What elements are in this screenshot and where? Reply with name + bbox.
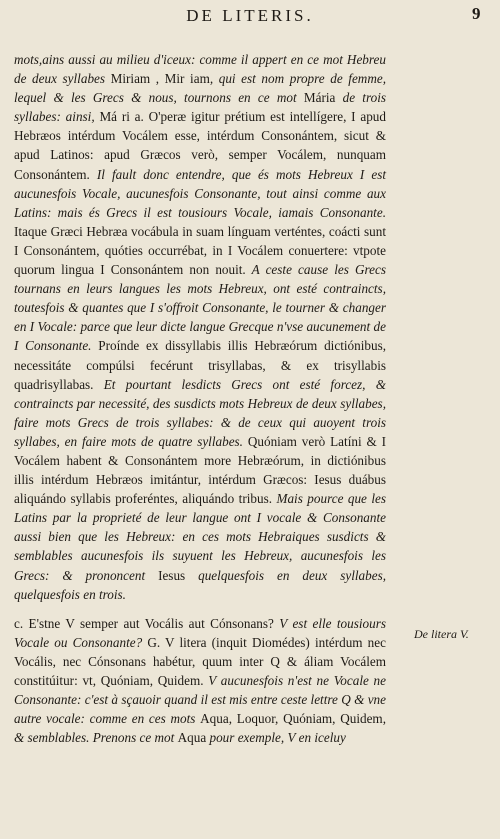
text-segment: pour exemple, V en iceluy	[206, 730, 346, 746]
text-segment: A ceste cause les Grecs tournans en leurs langues les mots Hebreux, ont esté contraincts, toutesfois & quantes que I s'offroit Consonante, le tourner & changer en I Vocale: parce que leur dicte langue Grecque n'vse aucunement de I Consonante.	[14, 262, 386, 354]
text-segment: mots,ains aussi au milieu d'iceux: comme il appert en ce mot Hebreu de deux syllabes	[14, 52, 386, 87]
text-segment: Aqua, Loquor, Quóniam, Quidem,	[200, 711, 386, 727]
paragraph-gap	[14, 604, 386, 614]
text-segment: Mária	[303, 90, 336, 106]
margin-note: De litera V.	[414, 627, 469, 641]
text-segment: de trois syllabes: ainsi,	[14, 90, 386, 125]
text-segment: Mais pource que les Latins par la proprieté de leur langue ont I vocale & Consonante aussi bien que les Hebreux: en ces mots Hebraiques susdicts & semblables aucunesfois ils suyuent les Hebreux, aucunesfois les Grecs: & prononcent	[14, 491, 386, 583]
text-segment: Il fault donc entendre, que és mots Hebreux I est aucunesfois Vocale, aucunesfois Consonante, tout ainsi comme aux Latins: mais és Grecs il est tousiours Vocale, iamais Consonante.	[14, 166, 386, 220]
text-segment: c. E'stne V semper aut Vocális aut Cónsonans?	[14, 615, 280, 631]
text-segment: V aucunesfois n'est ne Vocale ne Consonante: c'est à sçauoir quand il est mis entre ceste lettre Q & vne autre vocale: comme en ces mots	[14, 673, 386, 727]
main-text-column	[14, 50, 386, 747]
text-segment: Itaque Græci Hebræa vocábula in suam línguam verténtes, coácti sunt I Consonántem, quóties occurrébat, in I Vocálem conuertere: vtpote quorum lingua I Consonántem non nouit.	[14, 223, 386, 278]
paragraph-2	[14, 614, 386, 748]
text-segment: Et pourtant lesdicts Grecs ont esté forcez, & contraincts par necessité, des susdicts mots Hebreux de deux syllabes, faire mots Grecs de trois syllabes: & de ceux qui auoyent trois syllabes, en faire mots de quatre syllabes.	[14, 376, 386, 449]
text-segment: & semblables. Prenons ce mot	[14, 730, 178, 746]
paragraph-1	[14, 50, 386, 604]
text-segment: Quóniam verò Latíni & I Vocálem habent & Consonántem more Hebræórum, in dictiónibus illis intérdum Hebræos imitántur, intérdum Græcos: Iesus duábus aliquándo syllabis proferéntes, aliquándo tribus.	[14, 433, 387, 507]
text-segment: Iesus	[158, 567, 186, 583]
text-segment: , qui est nom propre de femme, lequel & les Grecs & nous, tournons en ce mot	[14, 71, 386, 106]
text-segment: Aqua	[177, 730, 207, 746]
text-segment: quelquesfois en deux syllabes, quelquesfois en trois.	[14, 567, 386, 602]
text-segment: Proínde ex dissyllabis illis Hebræórum dictiónibus, necessitáte compúlsi fecérunt trisyllabas, & ex trisyllabis quadrisyllabas.	[14, 338, 386, 392]
text-segment: V est elle tousiours Vocale ou Consonante?	[14, 615, 386, 650]
text-segment: Má ri a. O'peræ igitur prétium est intellígere, I apud Hebræos intérdum Vocálem esse, intérdum Consonántem, sicut & apud Latinos: apud Græcos verò, semper Vocálem, nunquam Consonántem.	[14, 109, 386, 182]
text-segment: G. V litera (inquit Diomédes) intérdum nec Vocális, nec Cónsonans habétur, quum inter Q & áliam Vocálem constitúitur: vt, Quóniam, Quidem.	[14, 634, 386, 688]
page-number: 9	[472, 4, 481, 23]
running-title: DE LITERIS.	[186, 6, 314, 25]
text-segment: Miriam , Mir iam	[110, 71, 210, 87]
